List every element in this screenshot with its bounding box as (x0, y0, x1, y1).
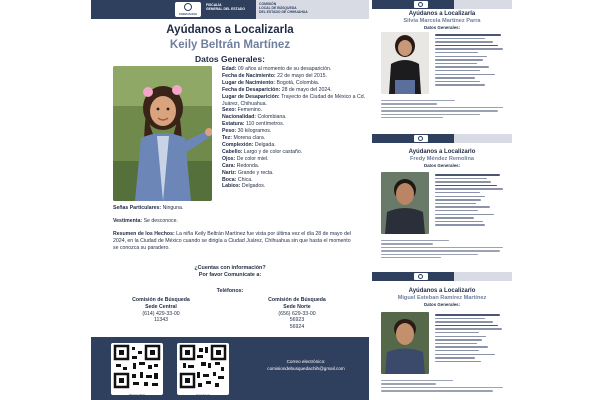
particular-signs: Señas Particulares: Ninguna. (113, 205, 184, 211)
side-flyer-1 (372, 0, 512, 134)
qr-label-facebook: Facebook (196, 393, 210, 397)
state-seal-icon (414, 273, 428, 280)
field-lips: Labios: Delgados. (222, 183, 266, 190)
field-mouth: Boca: Chica. (222, 176, 253, 183)
main-missing-person-flyer (91, 0, 369, 400)
side-flyer-photo (381, 32, 429, 94)
side-flyer-summary (381, 380, 505, 394)
side-flyer-subtitle: Datos Generales: (423, 25, 461, 30)
flyer-header (91, 0, 369, 19)
side-flyer-photo (381, 312, 429, 374)
field-age: Edad: 09 años al momento de su desaparición. (222, 66, 332, 72)
agency-name-left: FISCALÍA GENERAL DEL ESTADO (206, 3, 245, 11)
field-hair: Cabello: Largo y de color castaño. (222, 148, 303, 155)
email-block (251, 358, 361, 372)
email-label: Correo electrónico: (286, 359, 326, 364)
field-weight: Peso: 30 kilogramos. (222, 128, 272, 135)
state-seal-icon (414, 1, 428, 8)
side-flyer-subtitle: Datos Generales: (423, 163, 461, 168)
field-height: Estatura: 110 centímetros. (222, 121, 285, 128)
summary-of-events: Resumen de los Hechos: La niña Keily Beltrán Martínez fue vista por última vez el día 28 de mayo del 2024, en la Ciudad de México cuando se dirigía a Ciudad Juárez, Chihuahua sin que hasta el momento se conozca su paradero. (113, 231, 351, 251)
office-north: Comisión de Búsqueda Sede Norte (656) 629-33-00 56923 56924 (268, 297, 326, 331)
qr-label-website: Página Web (128, 393, 146, 397)
qr-code-website[interactable] (111, 343, 163, 395)
side-flyer-3 (372, 272, 512, 400)
side-flyer-2 (372, 134, 512, 272)
field-build: Complexión: Delgada. (222, 141, 276, 148)
field-face: Cara: Redonda. (222, 162, 260, 169)
field-nationality: Nacionalidad: Colombiana. (222, 114, 287, 121)
side-flyer-title: Ayúdanos a Localizarlo (408, 149, 476, 155)
field-birth-date: Fecha de Nacimiento: 22 de mayo del 2015. (222, 72, 327, 79)
side-flyer-name: Silvia Marcela Martínez Parra (403, 18, 481, 24)
side-flyer-header (372, 0, 512, 9)
qr-code-facebook[interactable] (177, 343, 229, 395)
side-flyer-summary (381, 100, 505, 120)
office-central: Comisión de Búsqueda Sede Central (614) 429-33-00 11343 (132, 297, 190, 324)
photo-illustration (113, 66, 212, 201)
side-flyer-name: Fredy Méndez Remolina (409, 156, 475, 162)
general-data-list (222, 66, 367, 190)
field-nose: Nariz: Grande y recta. (222, 169, 274, 176)
state-seal-icon (184, 3, 192, 11)
field-disappearance-place: Lugar de Desaparición: Trayecto de Ciudad de México a Cd. Juárez, Chihuahua. (222, 93, 366, 107)
side-flyer-summary (381, 240, 505, 260)
side-flyer-photo (381, 172, 429, 234)
field-disappearance-date: Fecha de Desaparición: 28 de mayo del 2024. (222, 86, 332, 93)
side-flyer-subtitle: Datos Generales: (423, 302, 461, 307)
chihuahua-state-logo (175, 2, 201, 17)
side-flyer-details (435, 174, 507, 228)
missing-person-photo (113, 66, 212, 201)
state-seal-icon (414, 135, 428, 142)
qr-code-icon (111, 343, 163, 391)
contact-question: ¿Cuentas con información? Por favor Comunícate a: (194, 265, 266, 278)
phones-label: Teléfonos: (216, 288, 244, 294)
side-flyer-name: Miguel Esteban Ramírez Martínez (397, 295, 487, 301)
logo-text: CHIHUAHUA (178, 12, 198, 16)
side-flyer-header (372, 272, 512, 281)
side-flyer-details (435, 34, 507, 88)
qr-code-icon (177, 343, 229, 391)
field-complexion-tone: Tez: Morena clara. (222, 135, 266, 142)
side-flyer-header (372, 134, 512, 143)
email-address[interactable]: comisiondebusquedachih@gmail.com (267, 366, 345, 371)
field-eyes: Ojos: De color miel. (222, 155, 269, 162)
general-data-heading: Datos Generales: (195, 54, 265, 64)
field-sex: Sexo: Femenino. (222, 107, 263, 114)
side-flyer-title: Ayúdanos a Localizarlo (408, 288, 476, 294)
agency-name-right: COMISIÓN LOCAL DE BÚSQUEDA DEL ESTADO DE CHIHUAHUA (259, 2, 308, 14)
side-flyer-title: Ayúdanos a Localizarla (408, 11, 476, 17)
flyer-title: Ayúdanos a Localizarla (166, 24, 294, 36)
clothing: Vestimenta: Se desconoce. (113, 218, 178, 224)
field-birth-place: Lugar de Nacimiento: Bogotá, Colombia. (222, 79, 320, 86)
side-flyer-details (435, 314, 507, 364)
missing-person-name: Keily Beltrán Martínez (169, 39, 291, 51)
